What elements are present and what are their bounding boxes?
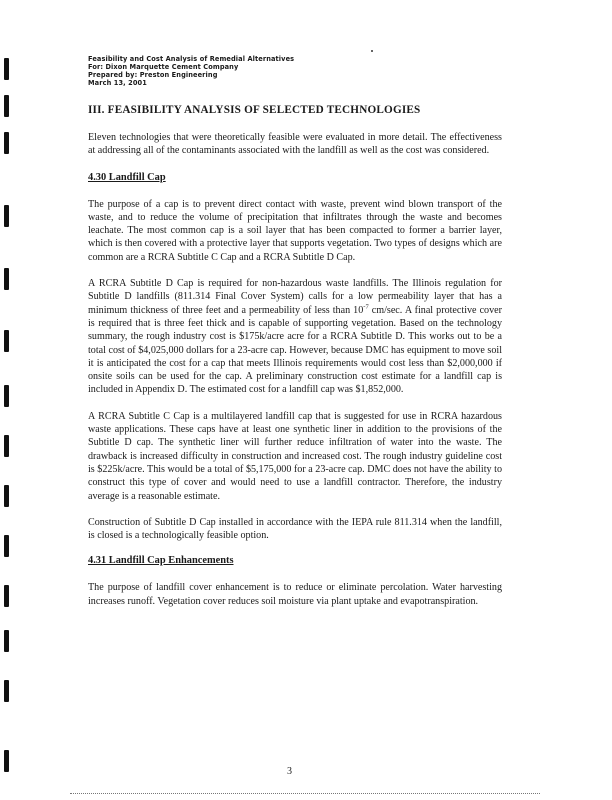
paragraph: A RCRA Subtitle C Cap is a multilayered landfill cap that is suggested for use in RCRA hazardous waste applications. These caps have at least one synthetic liner in addition to the provisions of the Subtitle D cap. The synthetic liner will further reduce infiltration of water into the waste. The drawback is increased difficulty in construction and increased cost. The rough industry guideline cost is $225k/acre. This would be a total of $5,175,000 for a 23-acre cap. DMC does not have the ability to construct this type of cover and would need to use a landfill contractor. Therefore, the industry average is a reasonable estimate. (88, 410, 502, 502)
binding-mark (4, 485, 9, 507)
document-header (88, 55, 502, 87)
paragraph: Construction of Subtitle D Cap installed in accordance with the IEPA rule 811.314 when the landfill, is closed is a technologically feasible option. (88, 516, 502, 542)
paragraph (88, 277, 502, 397)
binding-mark (4, 132, 9, 154)
binding-mark (4, 750, 9, 772)
header-line: Feasibility and Cost Analysis of Remedial Alternatives (88, 55, 295, 63)
section-title: III. FEASIBILITY ANALYSIS OF SELECTED TECHNOLOGIES (88, 104, 421, 116)
binding-mark (4, 585, 9, 607)
subheading-cap-enhancements: 4.31 Landfill Cap Enhancements (88, 555, 234, 567)
binding-mark (4, 268, 9, 290)
binding-marks (4, 40, 10, 780)
scan-speck (371, 50, 373, 52)
header-line: March 13, 2001 (88, 79, 147, 87)
binding-mark (4, 435, 9, 457)
header-line: For: Dixon Marquette Cement Company (88, 63, 239, 71)
page-number: 3 (287, 766, 292, 777)
superscript: -7 (363, 303, 369, 311)
binding-mark (4, 58, 9, 80)
paragraph-text: cm/sec. A final protective cover is required that is three feet thick and is capable of supporting vegetation. Based on the technology summary, the rough industry cost is $175k/acre acre for a RCRA Subtitle D. This works out to be a total cost of $4,025,000 dollars for a 23-acre cap. However, because DMC has equipment to move soil it is anticipated the cost for a cap that meets Illinois requirements would cost less than $2,000,000 if onsite soils can be used for the cap. A preliminary construction cost estimate for a landfill cap is included in Appendix D. The estimated cost for a landfill cap was $1,852,000. (88, 304, 502, 396)
binding-mark (4, 535, 9, 557)
binding-mark (4, 205, 9, 227)
binding-mark (4, 385, 9, 407)
paragraph: The purpose of a cap is to prevent direct contact with waste, prevent wind blown transport of the waste, and to reduce the volume of precipitation that infiltrates through the waste and becomes leachate. The most common cap is a soil layer that has been compacted to former a barrier layer, which is then covered with a protective layer that supports vegetation. Two types of designs which are common are a RCRA Subtitle C Cap and a RCRA Subtitle D Cap. (88, 198, 502, 263)
binding-mark (4, 330, 9, 352)
paragraph-text: A RCRA Subtitle D Cap is required for non-hazardous waste landfills. The Illinois regulation for Subtitle D landfills (811.314 Final Cover System) calls for a low permeability layer that has a minimum thickness of three feet and a permeability of less than 10 (88, 278, 502, 316)
footer-rule (70, 793, 540, 794)
binding-mark (4, 680, 9, 702)
document-body (88, 55, 502, 621)
header-line: Prepared by: Preston Engineering (88, 71, 218, 79)
binding-mark (4, 95, 9, 117)
intro-paragraph: Eleven technologies that were theoretically feasible were evaluated in more detail. The effectiveness at addressing all of the contaminants associated with the landfill as well as the cost was considered. (88, 132, 502, 157)
subheading-landfill-cap: 4.30 Landfill Cap (88, 171, 166, 183)
paragraph: The purpose of landfill cover enhancement is to reduce or eliminate percolation. Water harvesting increases runoff. Vegetation cover reduces soil moisture via plant uptake and evapotranspiration. (88, 582, 502, 607)
binding-mark (4, 630, 9, 652)
